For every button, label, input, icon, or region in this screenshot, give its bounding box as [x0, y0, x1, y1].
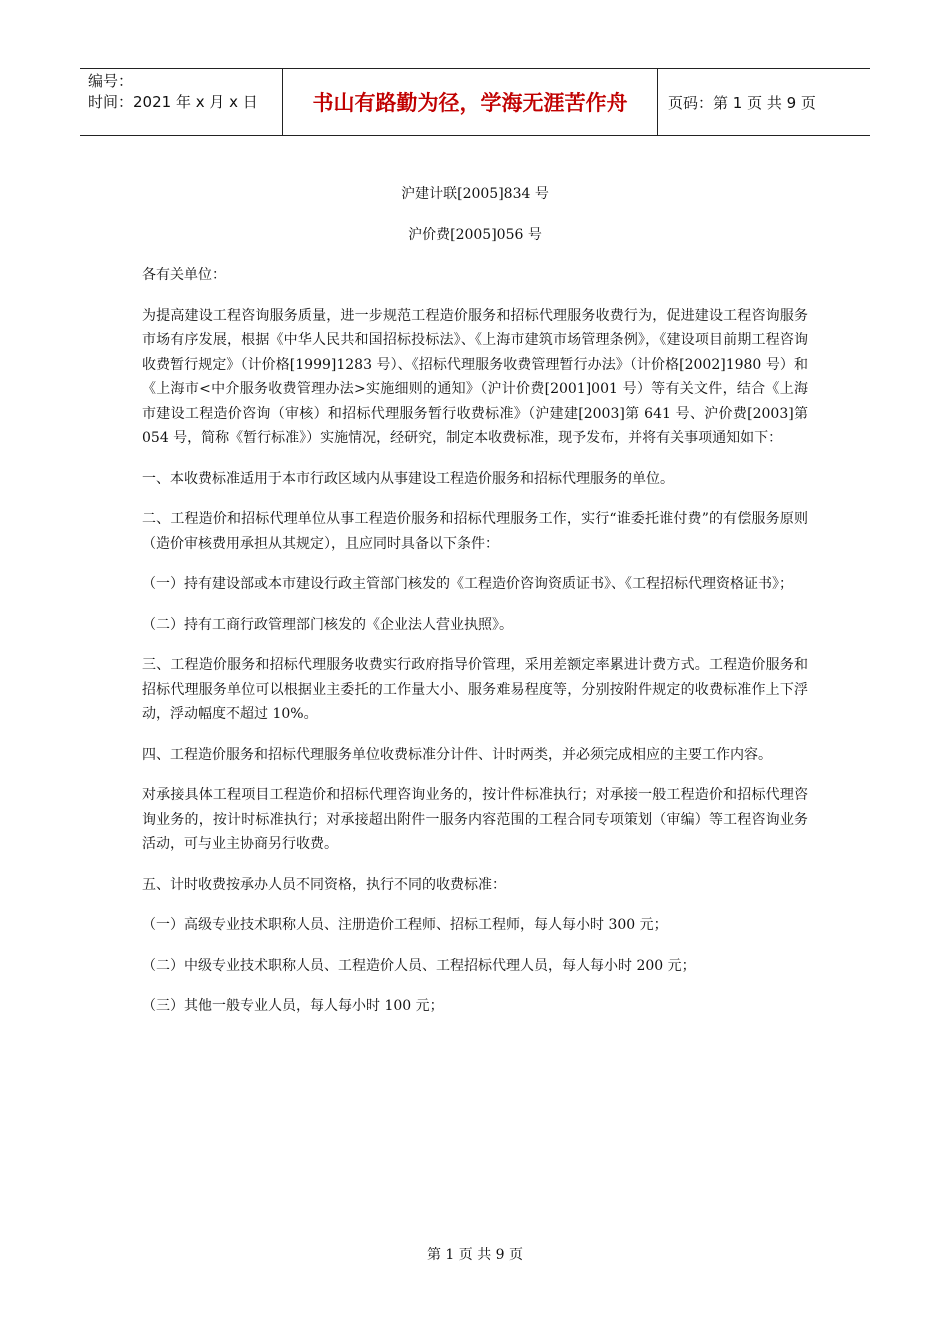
paragraph: 一、本收费标准适用于本市行政区域内从事建设工程造价服务和招标代理服务的单位。 [142, 470, 674, 487]
header-meta [80, 69, 283, 135]
paragraph: （二）持有工商行政管理部门核发的《企业法人营业执照》。 [142, 616, 513, 633]
paragraph: 五、计时收费按承办人员不同资格，执行不同的收费标准： [142, 876, 506, 893]
paragraph: 对承接具体工程项目工程造价和招标代理咨询业务的，按计件标准执行；对承接一般工程造价和招标代理咨询业务的，按计时标准执行；对承接超出附件一服务内容范围的工程合同专项策划（审编）等工程咨询业务活动，可与业主协商另行收费。 [142, 787, 808, 852]
date-line: 时间：2021 年 x 月 x 日 [88, 93, 258, 111]
page-footer: 第 1 页 共 9 页 [426, 1247, 524, 1263]
paragraph: （一）高级专业技术职称人员、注册造价工程师、招标工程师，每人每小时 300 元； [142, 917, 668, 933]
header-page-info: 页码：第 1 页 共 9 页 [668, 93, 816, 112]
paragraph: （三）其他一般专业人员，每人每小时 100 元； [142, 998, 444, 1014]
doc-ref-2: 沪价费[2005]056 号 [408, 226, 542, 243]
header-motto: 书山有路勤为径，学海无涯苦作舟 [283, 69, 658, 135]
paragraph: 三、工程造价服务和招标代理服务收费实行政府指导价管理，采用差额定率累进计费方式。工程造价服务和招标代理服务单位可以根据业主委托的工作量大小、服务难易程度等，分别按附件规定的收费标准作上下浮动，浮动幅度不超过 10%。 [142, 657, 808, 722]
paragraph: （一）持有建设部或本市建设行政主管部门核发的《工程造价咨询资质证书》、《工程招标代理资格证书》； [142, 576, 793, 592]
paragraph: 为提高建设工程咨询服务质量，进一步规范工程造价服务和招标代理服务收费行为，促进建设工程咨询服务市场有序发展，根据《中华人民共和国招标投标法》、《上海市建筑市场管理条例》，《建设项目前期工程咨询收费暂行规定》（计价格[1999]1283 号）、《招标代理服务收费管理暂行办法》（计价格[2002]1980 号）和《上海市<中介服务收费管理办法>实施细则的通知》（沪计价费[2001]001 号）等有关文件，结合《上海市建设工程造价咨询（审核）和招标代理服务暂行收费标准》（沪建建[2003]第 641 号、沪价费[2003]第 054 号，简称《暂行标准》）实施情况，经研究，制定本收费标准，现予发布，并将有关事项通知如下： [142, 307, 808, 446]
number-label: 编号： [88, 72, 134, 90]
doc-ref-1: 沪建计联[2005]834 号 [401, 186, 549, 202]
salutation: 各有关单位： [142, 267, 226, 283]
paragraph: 四、工程造价服务和招标代理服务单位收费标准分计件、计时两类，并必须完成相应的主要工作内容。 [142, 746, 772, 763]
paragraph: （二）中级专业技术职称人员、工程造价人员、工程招标代理人员，每人每小时 200 元； [142, 957, 696, 974]
page-header [80, 68, 870, 136]
paragraph: 二、工程造价和招标代理单位从事工程造价服务和招标代理服务工作，实行“谁委托谁付费”的有偿服务原则（造价审核费用承担从其规定），且应同时具备以下条件： [142, 511, 808, 552]
document-body [142, 182, 808, 1035]
